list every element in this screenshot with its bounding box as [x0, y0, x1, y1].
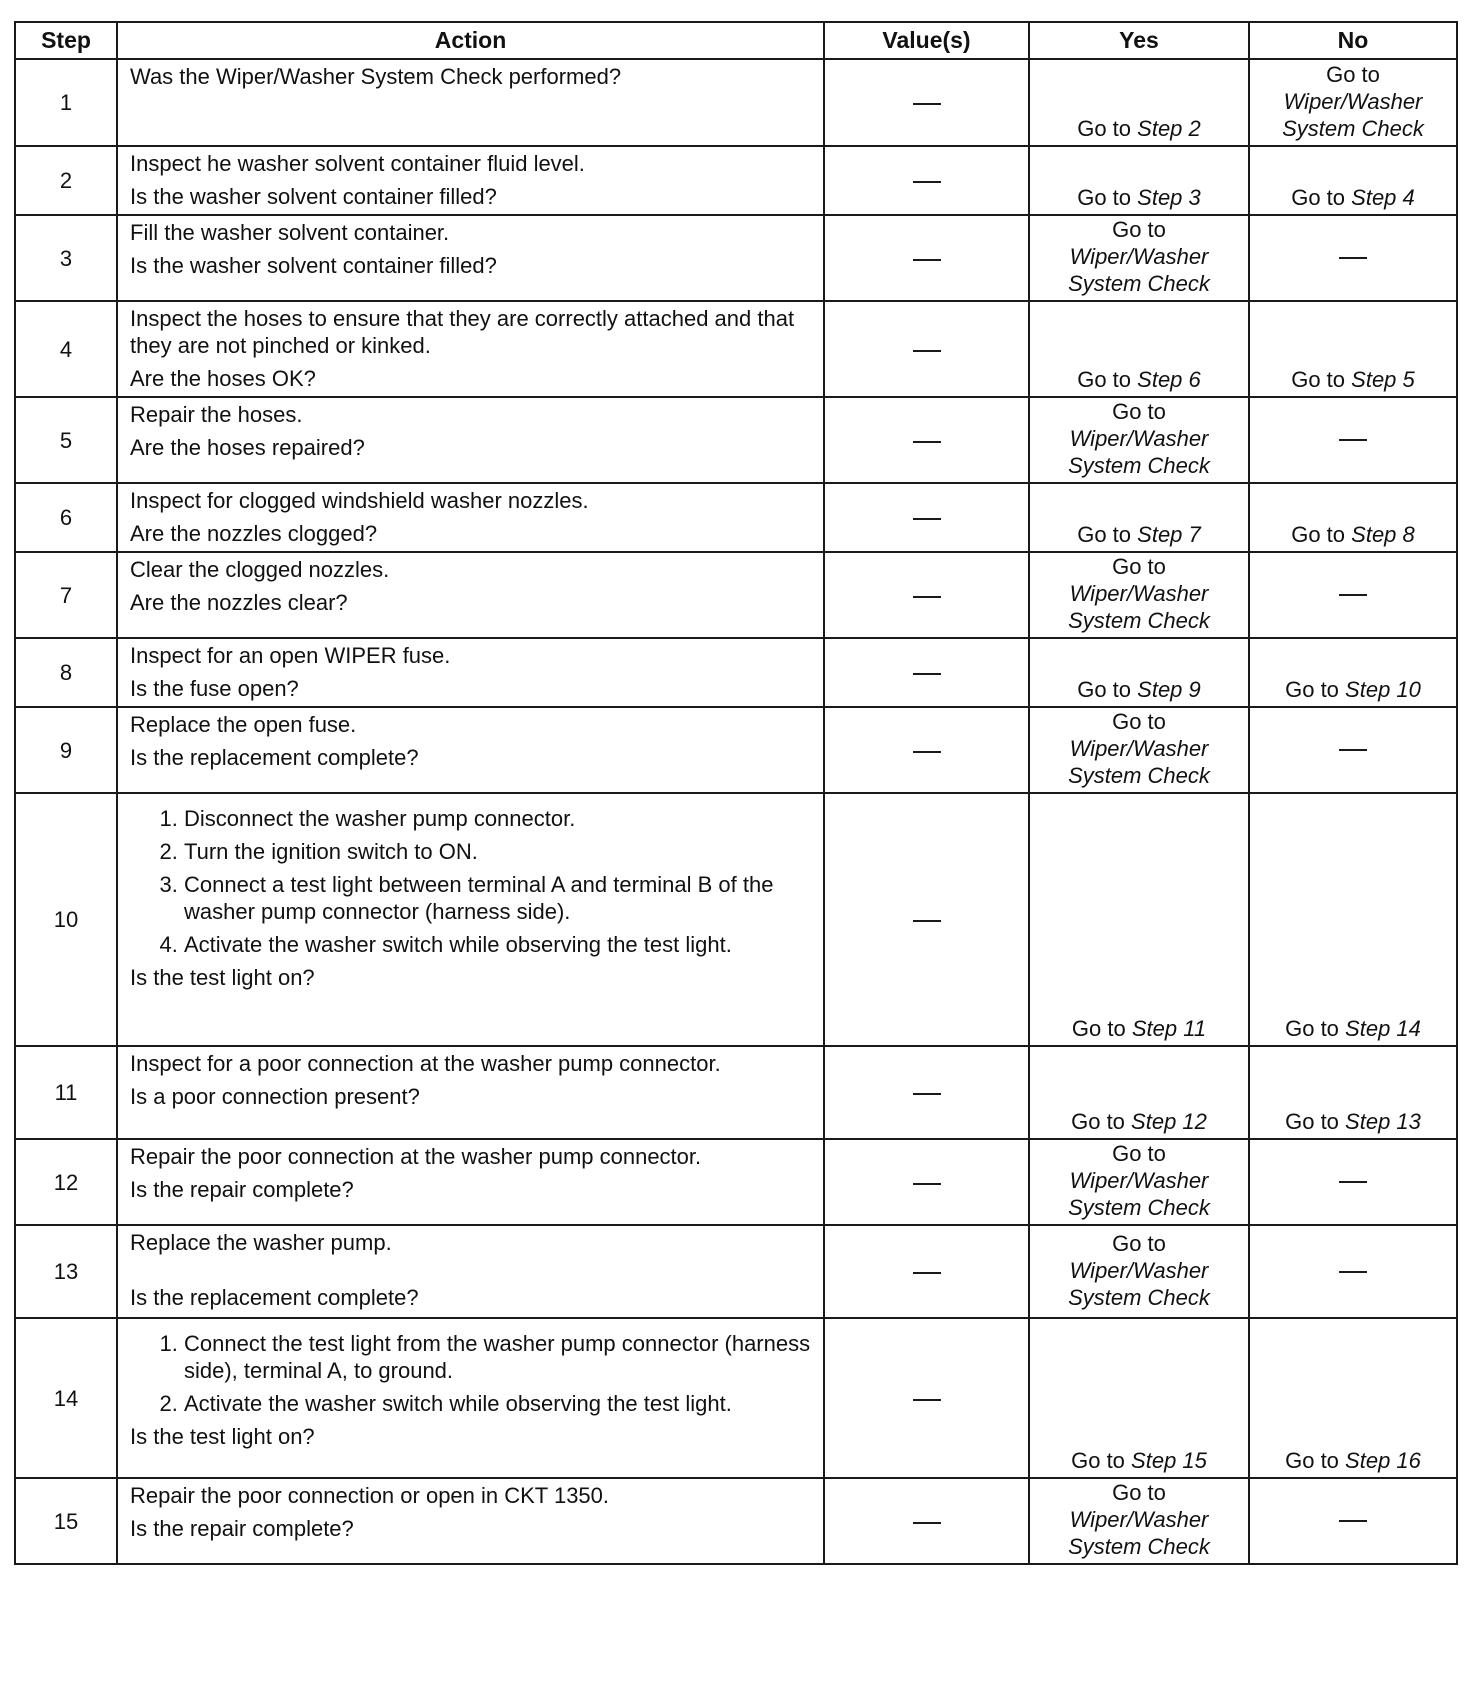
action-cell — [117, 552, 824, 638]
no-cell — [1249, 1478, 1457, 1564]
action-question: Is the test light on? — [130, 1424, 315, 1449]
dash-mark — [1339, 1271, 1367, 1273]
yes-cell — [1029, 1046, 1249, 1139]
action-cell — [117, 1478, 824, 1564]
action-cell — [117, 1225, 824, 1318]
yes-system-check-ref: System Check — [1068, 1534, 1210, 1559]
step-number: 6 — [15, 483, 117, 552]
yes-goto-prefix: Go to — [1077, 367, 1132, 392]
action-text: Inspect the hoses to ensure that they are correctly attached and that they are not pinched or kinked. — [130, 306, 795, 358]
action-question: Is the fuse open? — [130, 676, 299, 701]
header-yes: Yes — [1029, 22, 1249, 59]
header-step: Step — [15, 22, 117, 59]
yes-goto-prefix: Go to — [1077, 185, 1132, 210]
action-cell — [117, 215, 824, 301]
action-text: Inspect he washer solvent container fluid level. — [130, 151, 585, 176]
dash-mark — [1339, 749, 1367, 751]
dash-mark — [913, 1272, 941, 1274]
action-cell — [117, 301, 824, 397]
yes-system-check-ref: System Check — [1068, 608, 1210, 633]
yes-system-check-ref: System Check — [1068, 1195, 1210, 1220]
table-row — [15, 59, 1457, 146]
no-step-ref: Step 8 — [1351, 522, 1415, 547]
value-cell — [824, 59, 1029, 146]
step-number: 9 — [15, 707, 117, 793]
step-number: 7 — [15, 552, 117, 638]
dash-mark — [1339, 594, 1367, 596]
action-cell — [117, 483, 824, 552]
yes-system-check-ref: Wiper/Washer — [1069, 581, 1209, 606]
action-cell — [117, 146, 824, 215]
no-cell — [1249, 301, 1457, 397]
step-number: 13 — [15, 1225, 117, 1318]
no-goto-prefix: Go to — [1291, 522, 1346, 547]
table-row — [15, 1478, 1457, 1564]
yes-step-ref: Step 12 — [1131, 1109, 1207, 1134]
action-question: Are the hoses OK? — [130, 366, 316, 391]
action-text: Inspect for an open WIPER fuse. — [130, 643, 451, 668]
table-row — [15, 1139, 1457, 1225]
step-number: 1 — [15, 59, 117, 146]
header-values: Value(s) — [824, 22, 1029, 59]
value-cell — [824, 1046, 1029, 1139]
action-steps-list — [130, 805, 813, 958]
yes-goto-prefix: Go to — [1112, 554, 1166, 579]
step-number: 3 — [15, 215, 117, 301]
action-cell — [117, 1318, 824, 1478]
action-step-item: 2. Turn the ignition switch to ON. — [184, 838, 813, 865]
no-goto-prefix: Go to — [1285, 1109, 1339, 1134]
step-number: 11 — [15, 1046, 117, 1139]
yes-cell — [1029, 793, 1249, 1046]
yes-system-check-ref: Wiper/Washer — [1069, 736, 1209, 761]
action-steps-list — [130, 1330, 813, 1417]
value-cell — [824, 301, 1029, 397]
yes-step-ref: Step 11 — [1131, 1016, 1207, 1041]
action-text: Repair the hoses. — [130, 402, 303, 427]
table-body — [15, 59, 1457, 1564]
dash-mark — [913, 1522, 941, 1524]
table-row — [15, 1225, 1457, 1318]
diagnostic-table — [14, 21, 1458, 1565]
action-question: Is the replacement complete? — [130, 745, 419, 770]
action-question: Are the hoses repaired? — [130, 435, 365, 460]
action-question: Is the repair complete? — [130, 1516, 354, 1541]
action-question: Is the washer solvent container filled? — [130, 184, 497, 209]
no-goto-prefix: Go to — [1285, 677, 1339, 702]
step-number: 4 — [15, 301, 117, 397]
yes-cell — [1029, 552, 1249, 638]
yes-goto-prefix: Go to — [1112, 1230, 1166, 1256]
no-system-check-ref: Wiper/Washer — [1283, 89, 1423, 114]
no-cell — [1249, 483, 1457, 552]
yes-goto-prefix: Go to — [1112, 217, 1166, 242]
action-cell — [117, 638, 824, 707]
yes-goto-prefix: Go to — [1112, 399, 1166, 424]
action-question: Is the test light on? — [130, 965, 315, 990]
no-cell — [1249, 397, 1457, 483]
step-number: 10 — [15, 793, 117, 1046]
yes-goto-prefix: Go to — [1112, 709, 1166, 734]
yes-system-check-ref: System Check — [1068, 453, 1210, 478]
step-number: 14 — [15, 1318, 117, 1478]
action-question: Is a poor connection present? — [130, 1084, 420, 1109]
value-cell — [824, 552, 1029, 638]
table-row — [15, 397, 1457, 483]
table-row — [15, 707, 1457, 793]
no-cell — [1249, 1225, 1457, 1318]
action-text: Clear the clogged nozzles. — [130, 557, 390, 582]
yes-goto-prefix: Go to — [1112, 1141, 1166, 1166]
action-cell — [117, 397, 824, 483]
no-cell — [1249, 1046, 1457, 1139]
yes-goto-prefix: Go to — [1071, 1109, 1125, 1134]
dash-mark — [913, 751, 941, 753]
action-text: Replace the open fuse. — [130, 712, 357, 737]
action-text: Inspect for a poor connection at the washer pump connector. — [130, 1051, 721, 1076]
table-row — [15, 1046, 1457, 1139]
yes-cell — [1029, 1478, 1249, 1564]
yes-system-check-ref: Wiper/Washer — [1069, 1168, 1209, 1193]
dash-mark — [913, 673, 941, 675]
action-question: Is the washer solvent container filled? — [130, 253, 497, 278]
no-cell — [1249, 793, 1457, 1046]
dash-mark — [913, 441, 941, 443]
table-row — [15, 552, 1457, 638]
table-row — [15, 215, 1457, 301]
yes-goto-prefix: Go to — [1071, 1016, 1126, 1041]
yes-step-ref: Step 6 — [1137, 367, 1201, 392]
no-cell — [1249, 638, 1457, 707]
dash-mark — [913, 920, 941, 922]
value-cell — [824, 397, 1029, 483]
table-row — [15, 1318, 1457, 1478]
yes-cell — [1029, 397, 1249, 483]
header-no: No — [1249, 22, 1457, 59]
dash-mark — [913, 518, 941, 520]
yes-system-check-ref: Wiper/Washer — [1069, 244, 1209, 269]
yes-cell — [1029, 146, 1249, 215]
value-cell — [824, 1318, 1029, 1478]
action-step-item: 1. Disconnect the washer pump connector. — [184, 805, 813, 832]
no-step-ref: Step 13 — [1345, 1109, 1421, 1134]
yes-cell — [1029, 301, 1249, 397]
action-step-item: 3. Connect a test light between terminal A and terminal B of the washer pump connector (harness side). — [184, 871, 813, 925]
no-goto-prefix: Go to — [1285, 1448, 1339, 1473]
no-goto-prefix: Go to — [1326, 62, 1380, 87]
yes-cell — [1029, 1225, 1249, 1318]
value-cell — [824, 707, 1029, 793]
yes-goto-prefix: Go to — [1077, 677, 1132, 702]
no-system-check-ref: System Check — [1282, 116, 1424, 141]
yes-system-check-ref: Wiper/Washer — [1069, 1257, 1209, 1283]
yes-cell — [1029, 707, 1249, 793]
dash-mark — [913, 596, 941, 598]
action-text: Repair the poor connection or open in CKT 1350. — [130, 1483, 610, 1508]
table-row — [15, 483, 1457, 552]
dash-mark — [913, 1399, 941, 1401]
value-cell — [824, 215, 1029, 301]
action-step-item: 4. Activate the washer switch while observing the test light. — [184, 931, 813, 958]
action-step-item: 2. Activate the washer switch while observing the test light. — [184, 1390, 813, 1417]
value-cell — [824, 1478, 1029, 1564]
yes-goto-prefix: Go to — [1112, 1480, 1166, 1505]
action-question: Is the repair complete? — [130, 1177, 354, 1202]
value-cell — [824, 146, 1029, 215]
action-cell — [117, 793, 824, 1046]
value-cell — [824, 793, 1029, 1046]
no-goto-prefix: Go to — [1291, 185, 1346, 210]
action-question: Is the replacement complete? — [130, 1285, 419, 1310]
no-goto-prefix: Go to — [1285, 1016, 1339, 1041]
no-step-ref: Step 4 — [1351, 185, 1415, 210]
action-cell — [117, 707, 824, 793]
table-row — [15, 793, 1457, 1046]
yes-goto-prefix: Go to — [1071, 1448, 1125, 1473]
table-row — [15, 301, 1457, 397]
yes-cell — [1029, 483, 1249, 552]
table-header-row — [15, 22, 1457, 59]
action-step-item: 1. Connect the test light from the washer pump connector (harness side), terminal A, to ground. — [184, 1330, 813, 1384]
yes-goto-prefix: Go to — [1077, 522, 1132, 547]
yes-system-check-ref: System Check — [1068, 763, 1210, 788]
dash-mark — [1339, 439, 1367, 441]
dash-mark — [1339, 257, 1367, 259]
no-step-ref: Step 14 — [1345, 1016, 1421, 1041]
dash-mark — [913, 1183, 941, 1185]
yes-step-ref: Step 15 — [1131, 1448, 1207, 1473]
step-number: 2 — [15, 146, 117, 215]
step-number: 5 — [15, 397, 117, 483]
step-number: 15 — [15, 1478, 117, 1564]
no-step-ref: Step 10 — [1345, 677, 1421, 702]
no-step-ref: Step 16 — [1345, 1448, 1421, 1473]
yes-cell — [1029, 59, 1249, 146]
header-action: Action — [117, 22, 824, 59]
value-cell — [824, 638, 1029, 707]
yes-cell — [1029, 215, 1249, 301]
action-cell — [117, 59, 824, 146]
no-step-ref: Step 5 — [1351, 367, 1415, 392]
no-cell — [1249, 552, 1457, 638]
value-cell — [824, 1139, 1029, 1225]
yes-system-check-ref: Wiper/Washer — [1069, 1507, 1209, 1532]
dash-mark — [1339, 1520, 1367, 1522]
no-cell — [1249, 59, 1457, 146]
action-text: Fill the washer solvent container. — [130, 220, 450, 245]
action-text: Inspect for clogged windshield washer nozzles. — [130, 488, 589, 513]
yes-step-ref: Step 9 — [1137, 677, 1201, 702]
yes-system-check-ref: System Check — [1068, 271, 1210, 296]
action-question: Are the nozzles clear? — [130, 590, 348, 615]
value-cell — [824, 1225, 1029, 1318]
yes-cell — [1029, 638, 1249, 707]
no-cell — [1249, 1139, 1457, 1225]
yes-cell — [1029, 1139, 1249, 1225]
yes-goto-prefix: Go to — [1077, 116, 1132, 141]
dash-mark — [913, 259, 941, 261]
action-text: Replace the washer pump. — [130, 1230, 392, 1255]
no-cell — [1249, 1318, 1457, 1478]
no-cell — [1249, 215, 1457, 301]
dash-mark — [913, 103, 941, 105]
yes-system-check-ref: System Check — [1068, 1284, 1210, 1310]
dash-mark — [913, 181, 941, 183]
yes-step-ref: Step 2 — [1137, 116, 1201, 141]
yes-system-check-ref: Wiper/Washer — [1069, 426, 1209, 451]
no-cell — [1249, 146, 1457, 215]
dash-mark — [1339, 1181, 1367, 1183]
no-cell — [1249, 707, 1457, 793]
action-text: Repair the poor connection at the washer pump connector. — [130, 1144, 702, 1169]
yes-step-ref: Step 3 — [1137, 185, 1201, 210]
step-number: 8 — [15, 638, 117, 707]
action-cell — [117, 1139, 824, 1225]
table-row — [15, 638, 1457, 707]
no-goto-prefix: Go to — [1291, 367, 1346, 392]
step-number: 12 — [15, 1139, 117, 1225]
action-cell — [117, 1046, 824, 1139]
yes-step-ref: Step 7 — [1137, 522, 1201, 547]
value-cell — [824, 483, 1029, 552]
dash-mark — [913, 350, 941, 352]
action-text: Was the Wiper/Washer System Check performed? — [130, 64, 622, 89]
table-row — [15, 146, 1457, 215]
dash-mark — [913, 1093, 941, 1095]
yes-cell — [1029, 1318, 1249, 1478]
action-question: Are the nozzles clogged? — [130, 521, 378, 546]
